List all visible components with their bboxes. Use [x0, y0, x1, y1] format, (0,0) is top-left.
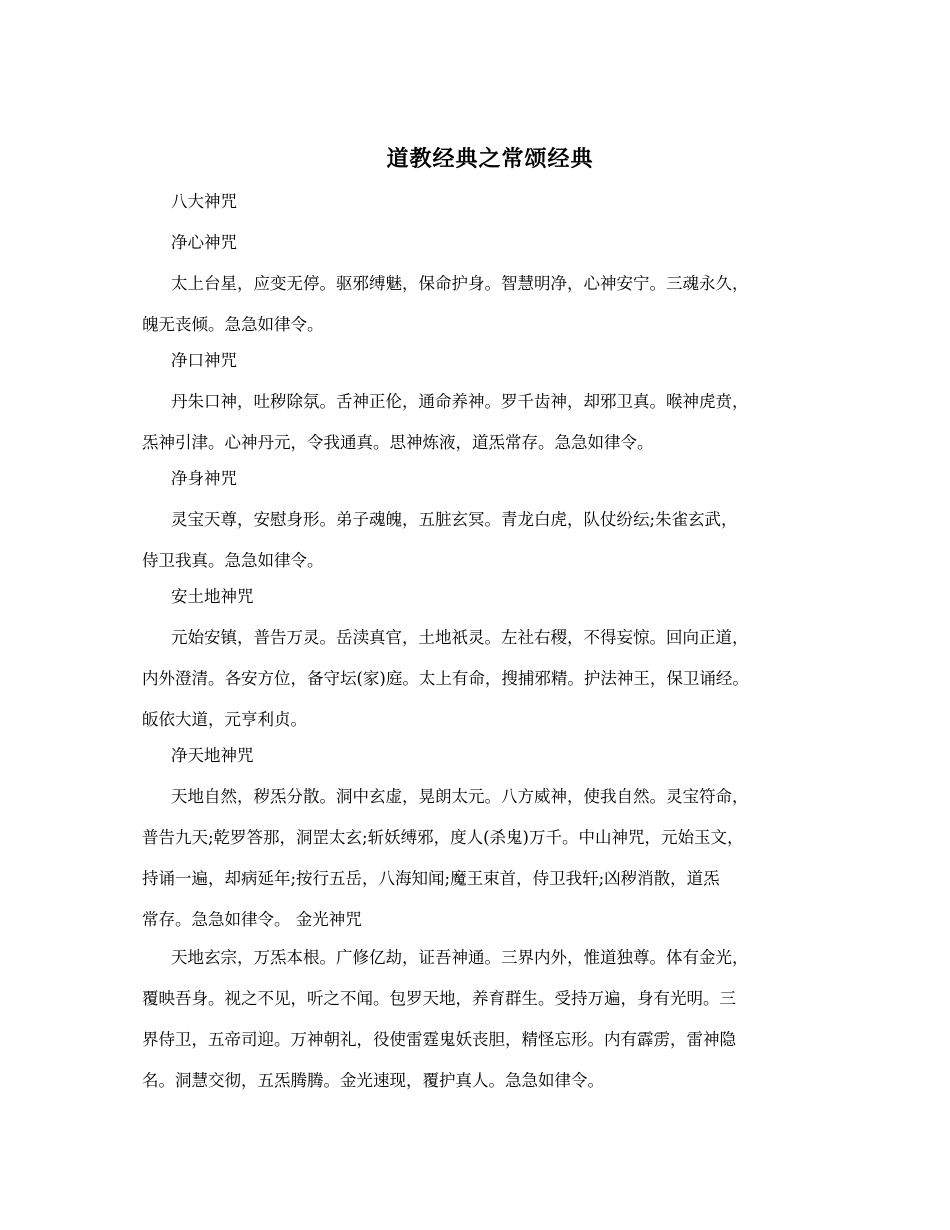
- paragraph: [142, 263, 832, 345]
- paragraph-line: 天地自然，秽炁分散。洞中玄虚，晃朗太元。八方威神，使我自然。灵宝符命，: [171, 787, 749, 806]
- paragraph: [142, 617, 832, 740]
- paragraph: [142, 381, 832, 463]
- paragraph-line: 皈依大道，元亨利贞。: [142, 710, 307, 729]
- paragraph: [142, 937, 832, 1101]
- paragraph-line: 魄无丧倾。急急如律令。: [142, 315, 324, 334]
- paragraph-line: 覆映吾身。视之不见，听之不闻。包罗天地，养育群生。受持万遍，身有光明。三: [142, 989, 736, 1008]
- paragraph-line: 炁神引津。心神丹元，令我通真。思神炼液，道炁常存。急急如律令。: [142, 433, 654, 452]
- paragraph-line: 名。洞慧交彻，五炁腾腾。金光速现，覆护真人。急急如律令。: [142, 1071, 604, 1090]
- paragraph-line: 天地玄宗，万炁本根。广修亿劫，证吾神通。三界内外，惟道独尊。体有金光，: [171, 948, 749, 967]
- paragraph-line: 普告九天;乾罗答那，洞罡太玄;斩妖缚邪，度人(杀鬼)万千。中山神咒，元始玉文，: [142, 828, 744, 847]
- paragraph-line: 太上台星，应变无停。驱邪缚魅，保命护身。智慧明净，心神安宁。三魂永久，: [171, 274, 749, 293]
- document-body: [142, 186, 832, 1101]
- paragraph-line: 界侍卫，五帝司迎。万神朝礼，役使雷霆鬼妖丧胆，精怪忘形。内有霹雳，雷神隐: [142, 1030, 736, 1049]
- document-title: 道教经典之常颂经典: [386, 146, 594, 172]
- paragraph-line: 灵宝天尊，安慰身形。弟子魂魄，五脏玄冥。青龙白虎，队仗纷纭;朱雀玄武，: [171, 510, 738, 529]
- section-heading: 安土地神咒: [171, 587, 254, 606]
- section-heading: 净天地神咒: [171, 746, 254, 765]
- paragraph-line: 常存。急急如律令。 金光神咒: [142, 910, 362, 929]
- paragraph: [142, 499, 832, 581]
- paragraph-line: 内外澄清。各安方位，备守坛(家)庭。太上有命，搜捕邪精。护法神王，保卫诵经。: [142, 669, 749, 688]
- paragraph-line: 侍卫我真。急急如律令。: [142, 551, 324, 570]
- section-heading: 净心神咒: [171, 233, 237, 252]
- section-heading-main: 八大神咒: [171, 192, 237, 211]
- paragraph-line: 丹朱口神，吐秽除氛。舌神正伦，通命养神。罗千齿神，却邪卫真。喉神虎贲，: [171, 392, 749, 411]
- paragraph: [142, 776, 832, 940]
- section-heading: 净口神咒: [171, 351, 237, 370]
- paragraph-line: 持诵一遍，却病延年;按行五岳，八海知闻;魔王束首，侍卫我轩;凶秽消散，道炁: [142, 869, 720, 888]
- section-heading: 净身神咒: [171, 469, 237, 488]
- paragraph-line: 元始安镇，普告万灵。岳渎真官，土地祇灵。左社右稷，不得妄惊。回向正道，: [171, 628, 749, 647]
